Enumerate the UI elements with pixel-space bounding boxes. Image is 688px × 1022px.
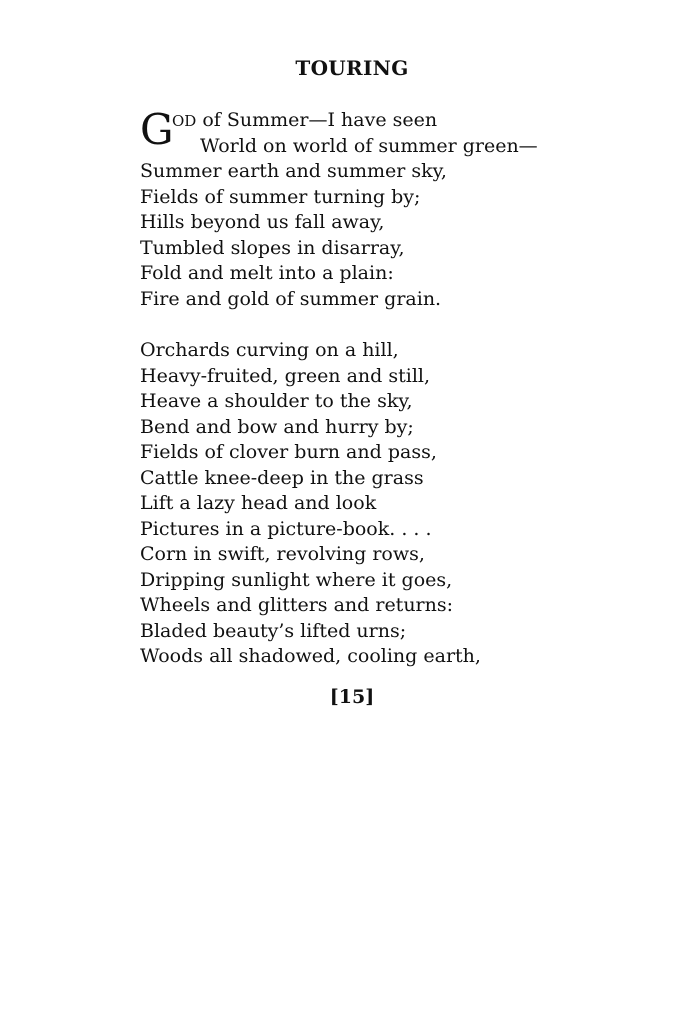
poem-line: Fields of summer turning by; <box>140 185 421 208</box>
page-number: [15] <box>329 686 375 708</box>
poem-line: Hills beyond us fall away, <box>140 211 385 233</box>
poem-line: Fields of clover burn and pass, <box>140 441 437 463</box>
poem-line: Fire and gold of summer grain. <box>140 287 442 310</box>
poem-line: Heave a shoulder to the sky, <box>140 390 413 412</box>
stanza-2 <box>140 338 660 670</box>
first-line-rest: of Summer—I have seen <box>196 109 438 131</box>
first-line-caps: OD <box>172 112 197 130</box>
first-line-text <box>172 108 437 135</box>
poem-line: Summer earth and summer sky, <box>140 160 447 182</box>
poem-line: Bladed beauty’s lifted urns; <box>140 619 407 642</box>
poem-line: Corn in swift, revolving rows, <box>140 543 425 565</box>
poem-line: World on world of summer green— <box>200 134 538 157</box>
poem-line: Cattle knee-deep in the grass <box>140 466 424 489</box>
poem-line: Tumbled slopes in disarray, <box>140 236 405 259</box>
stanza-1 <box>140 105 660 312</box>
poem-line: Wheels and glitters and returns: <box>140 594 454 616</box>
poem-line: Pictures in a picture-book. . . . <box>140 517 432 540</box>
poem-line: Bend and bow and hurry by; <box>140 415 414 438</box>
poem-line: Fold and melt into a plain: <box>140 262 394 284</box>
poem-line: Woods all shadowed, cooling earth, <box>140 645 481 667</box>
poem-line: Dripping sunlight where it goes, <box>140 568 453 591</box>
poem-line: Lift a lazy head and look <box>140 492 377 514</box>
poem-title: TOURING <box>295 56 409 80</box>
drop-cap: G <box>140 105 174 154</box>
poem-line: Orchards curving on a hill, <box>140 339 399 361</box>
poem-line: Heavy-fruited, green and still, <box>140 364 431 387</box>
